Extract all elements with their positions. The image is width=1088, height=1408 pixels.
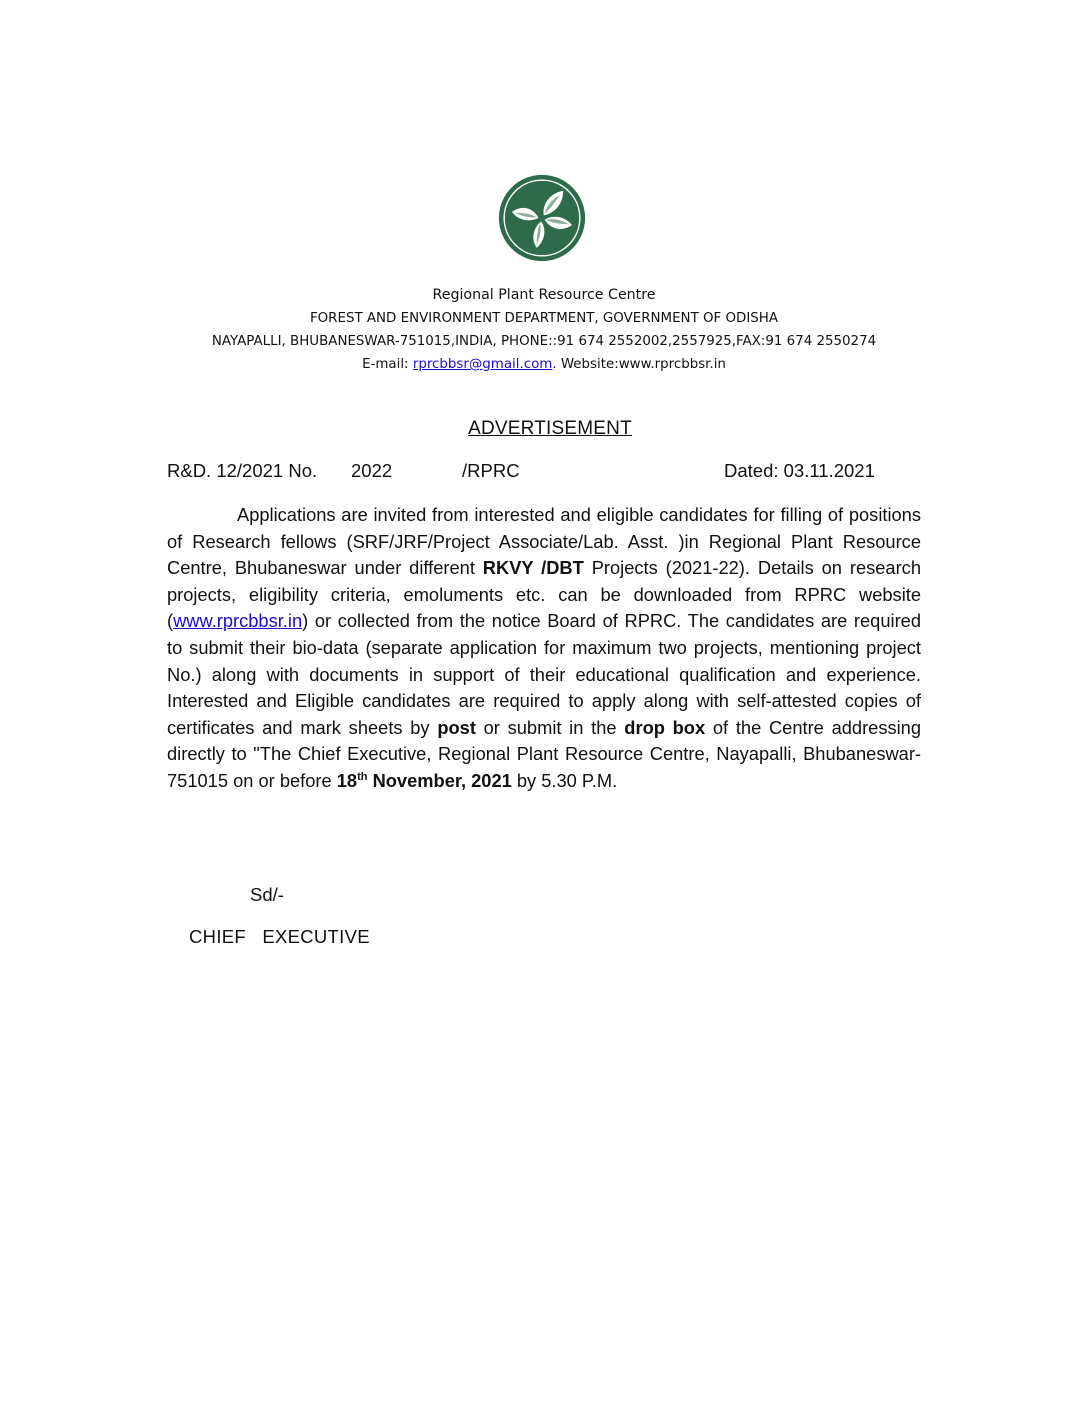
letterhead <box>0 284 1088 376</box>
org-name: Regional Plant Resource Centre <box>432 287 656 303</box>
post-emphasis: post <box>437 716 476 738</box>
body-text-6: by 5.30 P.M. <box>511 769 618 791</box>
project-schemes: RKVY /DBT <box>482 557 584 579</box>
signatory-designation: CHIEF EXECUTIVE <box>189 926 370 947</box>
contact-line <box>0 353 1088 376</box>
drop-box-emphasis: drop box <box>624 716 706 738</box>
deadline-date <box>337 770 512 791</box>
reference-suffix: /RPRC <box>462 460 520 481</box>
body-text-3: ) or collected from the notice Board of RPRC. The candidates are required to submit their bio-data (separate application for maximum two projects, mentioning project No.) along with documents in support of their educational qualification and experience. Interested and Eligible candidates are required to apply along with self-attested copies of certificates and mark sheets by <box>167 610 921 738</box>
deadline-day: 18 <box>336 769 358 791</box>
advertisement-number: 2022 <box>351 460 393 481</box>
body-text-2: Projects (2021-22). Details on research projects, eligibility criteria, emoluments etc. can be downloaded from RPRC website ( <box>167 557 921 632</box>
body-text-5: of the Centre addressing directly to "The Chief Executive, Regional Plant Resource Centre, Nayapalli, Bhubaneswar-751015 on or before <box>167 716 922 791</box>
body-text-4: or submit in the <box>475 716 625 738</box>
department-name: FOREST AND ENVIRONMENT DEPARTMENT, GOVERNMENT OF ODISHA <box>309 311 779 326</box>
address-line: NAYAPALLI, BHUBANESWAR-751015,INDIA, PHONE::91 674 2552002,2557925,FAX:91 674 2550274 <box>211 334 877 349</box>
deadline-day-suffix: th <box>357 770 368 783</box>
leaf-logo-icon <box>498 174 586 262</box>
body-text-1: Applications are invited from interested and eligible candidates for filling of positions of Research fellows (SRF/JRF/Project Associate/Lab. Asst. )in Regional Plant Resource Centre, Bhubaneswar under different <box>167 504 921 579</box>
reference-number: R&D. 12/2021 No. <box>167 460 318 481</box>
email-link[interactable]: rprcbbsr@gmail.com <box>412 357 553 372</box>
signed-mark: Sd/- <box>250 884 284 905</box>
advertisement-title: ADVERTISEMENT <box>468 418 632 439</box>
website-link[interactable]: www.rprcbbsr.in <box>173 610 303 632</box>
deadline-month-year: November, 2021 <box>367 769 512 791</box>
email-label: E-mail: <box>362 357 413 372</box>
body-paragraph <box>167 502 921 795</box>
dated-text: Dated: 03.11.2021 <box>724 460 875 481</box>
website-text: . Website:www.rprcbbsr.in <box>552 357 726 372</box>
